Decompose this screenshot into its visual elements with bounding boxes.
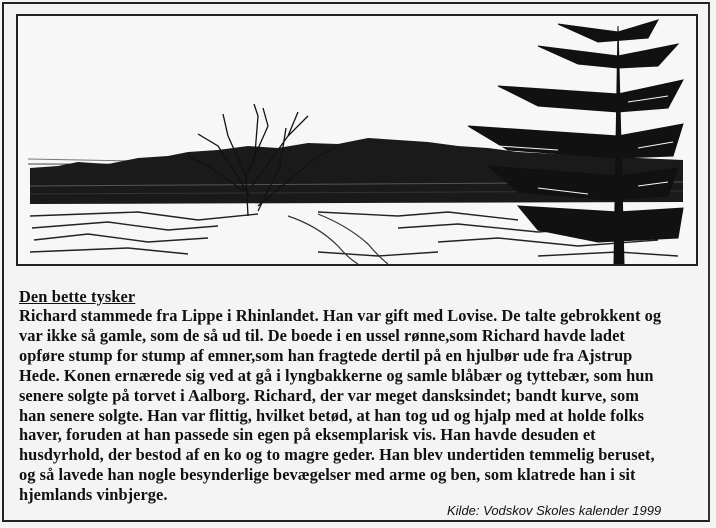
landscape-illustration: [16, 14, 698, 266]
source-caption: Kilde: Vodskov Skoles kalender 1999: [447, 503, 662, 518]
article-line: Hede. Konen ernærede sig ved at gå i lyngbakkerne og samle blåbær og tyttebær, som hun: [19, 365, 654, 385]
article-line: han senere solgte. Han var flittig, hvilket betød, at han tog ud og hjalp med at holde folks: [19, 405, 645, 425]
article-heading: Den bette tysker: [19, 287, 136, 306]
article: [19, 288, 699, 505]
landscape-drawing: [18, 16, 696, 264]
article-line: haver, foruden at han passede sin egen på eksemplarisk vis. Han havde desuden et: [19, 425, 596, 445]
article-line: senere solgte på torvet i Aalborg. Richard, der var meget dansksindet; bandt kurve, som: [19, 385, 639, 405]
article-line: opføre stump for stump af emner,som han fragtede dertil på en hjulbør ude fra Ajstrup: [19, 345, 633, 365]
article-line: husdyrhold, der bestod af en ko og to magre geder. Han blev undertiden temmelig beruset,: [19, 445, 655, 465]
article-line: hjemlands vinbjerge.: [19, 485, 168, 505]
article-line: var ikke så gamle, som de så ud til. De boede i en ussel rønne,som Richard havde ladet: [19, 325, 625, 345]
article-line: og så lavede han nogle besynderlige bevægelser med arme og ben, som klatrede han i sit: [19, 465, 636, 485]
article-line: Richard stammede fra Lippe i Rhinlandet. Han var gift med Lovise. De talte gebrokkent og: [19, 306, 662, 325]
